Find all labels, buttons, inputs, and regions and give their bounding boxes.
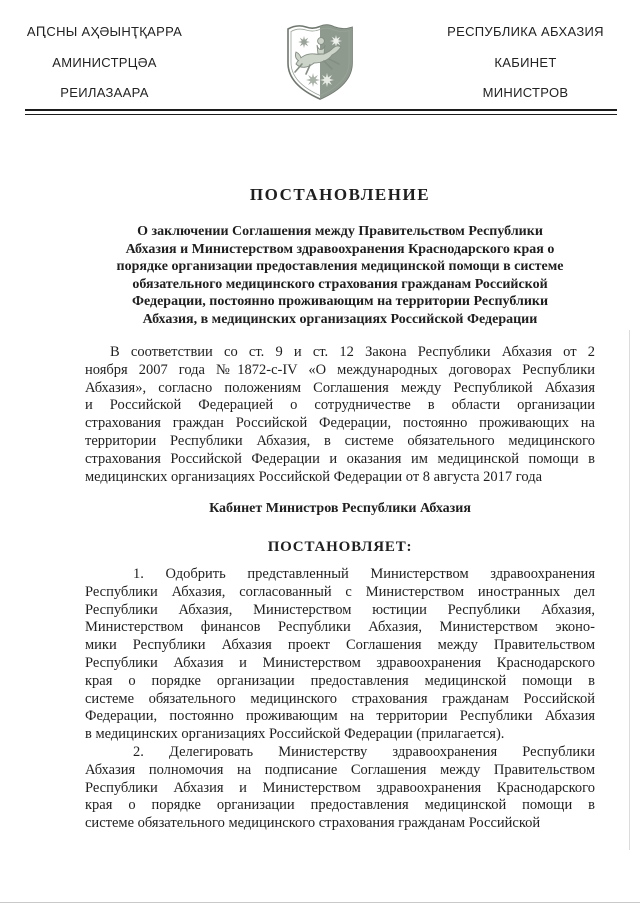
text-line: Министерством финансов Республики Абхазия, Министерством эконо- <box>85 619 595 636</box>
decree-title: ПОСТАНОВЛЕНИЕ <box>249 185 431 204</box>
text-line: порядке организации предоставления медицинской помощи в системе <box>116 259 564 274</box>
enacting-clause: ПОСТАНОВЛЯЕТ: <box>267 539 413 555</box>
text-line: мики Республики Абхазия проект Соглашения между Правительством <box>85 637 595 654</box>
header-russian-name <box>443 17 608 109</box>
text-line: Абхазия полномочия на подписание Соглашения между Правительством <box>85 761 595 778</box>
text-line: в медицинских организациях Российской Федерации (прилагается). <box>85 726 505 743</box>
text-line: края о порядке организации предоставления медицинской помощи в <box>85 797 595 814</box>
text-line: 1. Одобрить представленный Министерством здравоохранения <box>133 566 595 582</box>
text-line: ноября 2007 года №1872-с-IV «О международных договорах Республики <box>85 361 595 378</box>
text-line: Абхазия, в медицинских организациях Российской Федерации <box>142 311 538 327</box>
scan-page-edge-right <box>629 330 630 850</box>
text-line: страхования граждан Российской Федерации, постоянно проживающих на <box>85 415 595 432</box>
decree-item-2 <box>85 744 595 833</box>
text-line: АМИНИСТРЦӘА <box>52 54 157 70</box>
text-line: Республики Абхазия, согласованный с Министерством иностранных дел <box>85 583 595 600</box>
text-line: МИНИСТРОВ <box>482 85 569 100</box>
text-line: страхования Российской Федерации и оказания им медицинской помощи в <box>85 450 595 467</box>
decree-item-1 <box>85 566 595 744</box>
text-line: О заключении Соглашения между Правительством Республики <box>137 224 543 239</box>
text-line: обязательного медицинского страхования гражданам Российской <box>132 276 548 292</box>
text-line: Республики Абхазия, Министерством юстиции Республики Абхазия, <box>85 601 595 618</box>
text-line: Абхазия и Министерством здравоохранения Краснодарского края о <box>125 241 555 257</box>
text-line: КАБИНЕТ <box>494 54 557 70</box>
text-line: РЕИЛАЗААРА <box>60 85 149 100</box>
text-line: В соответствии со ст. 9 и ст. 12 Закона Республики Абхазия от 2 <box>110 344 595 360</box>
text-line: РЕСПУБЛИКА АБХАЗИЯ <box>447 24 604 39</box>
text-line: территории Республики Абхазия, в системе обязательного медицинского <box>85 432 595 449</box>
text-line: 2. Делегировать Министерству здравоохранения Республики <box>133 743 595 760</box>
enacting-authority: Кабинет Министров Республики Абхазия <box>209 501 471 516</box>
header-abkhaz-name <box>22 17 187 109</box>
text-line: медицинских организациях Российской Федерации от 8 августа 2017 года <box>85 468 543 485</box>
text-line: края о порядке организации предоставления медицинской помощи в <box>85 672 595 689</box>
text-line: Республики Абхазия и Министерством здравоохранения Краснодарского <box>85 779 595 796</box>
text-line: Федерации, постоянно проживающим на территории Республики <box>131 294 549 309</box>
text-line: АԤСНЫ АҲӘЫНҬҚАРРА <box>26 24 183 39</box>
text-line: и Российской Федерацией о сотрудничестве в области организации <box>85 397 595 414</box>
text-line: Абхазия», согласно положениям Соглашения между Республикой Абхазия <box>85 379 595 396</box>
text-line: Республики Абхазия и Министерством здравоохранения Краснодарского <box>85 654 595 671</box>
text-line: системе обязательного медицинского страхования гражданам Российской <box>85 690 595 707</box>
abkhazia-coat-of-arms-icon <box>283 21 357 105</box>
decree-items <box>85 566 595 833</box>
decree-subject <box>70 223 610 328</box>
header-divider-rule <box>25 109 617 115</box>
decree-preamble <box>85 344 595 486</box>
text-line: системе обязательного медицинского страхования гражданам Российской <box>85 815 541 832</box>
text-line: Федерации, постоянно проживающим на территории Республики Абхазия <box>85 708 595 725</box>
scan-page-edge-bottom <box>0 902 640 903</box>
